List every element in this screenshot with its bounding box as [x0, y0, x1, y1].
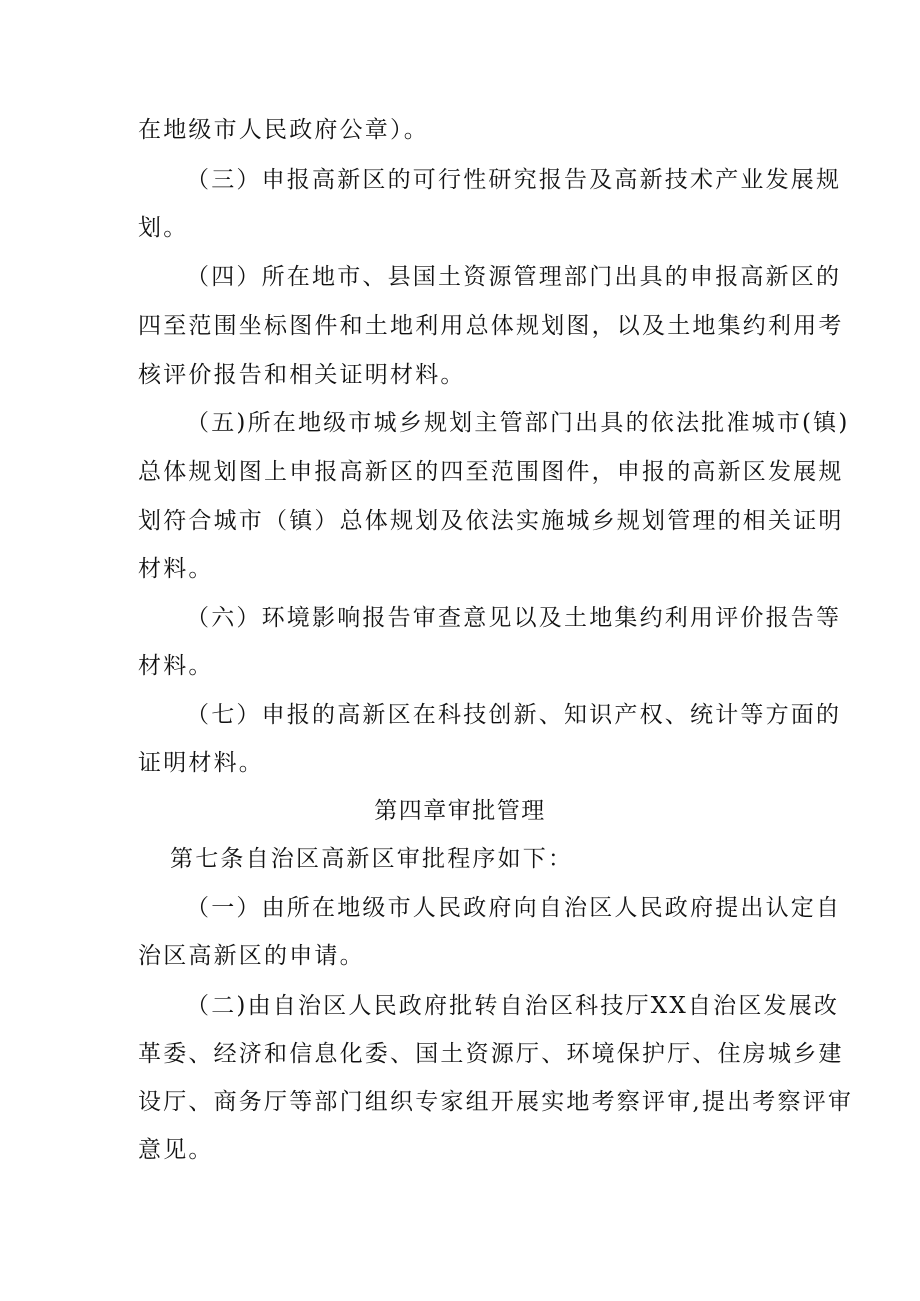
paragraph-item-4: （四）所在地市、县国土资源管理部门出具的申报高新区的 — [186, 264, 842, 290]
text-line: 总体规划图上申报高新区的四至范围图件，申报的高新区发展规 — [138, 459, 844, 485]
paragraph-item-3: （三）申报高新区的可行性研究报告及高新技术产业发展规 — [186, 167, 842, 193]
article-heading: 第七条自治区高新区审批程序如下： — [170, 846, 574, 872]
text-line: 治区高新区的申请。 — [138, 943, 365, 969]
text-line: 意见。 — [138, 1137, 214, 1163]
text-line: 划。 — [138, 215, 189, 241]
paragraph-item-6: （六）环境影响报告审查意见以及土地集约利用评价报告等 — [186, 605, 842, 631]
text-line: 在地级市人民政府公章）。 — [138, 117, 429, 143]
paragraph-item-2: （二)由自治区人民政府批转自治区科技厅XX自治区发展改 — [186, 993, 840, 1019]
chapter-heading: 第四章审批管理 — [374, 798, 546, 824]
text-line: 材料。 — [138, 653, 214, 679]
text-line: 革委、经济和信息化委、国土资源厅、环境保护厅、住房城乡建 — [138, 1041, 844, 1067]
text-line: 材料。 — [138, 556, 214, 582]
paragraph-item-7: （七）申报的高新区在科技创新、知识产权、统计等方面的 — [186, 702, 842, 728]
text-line: 四至范围坐标图件和土地利用总体规划图，以及土地集约利用考 — [138, 313, 844, 339]
text-line: 划符合城市（镇）总体规划及依法实施城乡规划管理的相关证明 — [138, 508, 844, 534]
paragraph-item-5: （五)所在地级市城乡规划主管部门出具的依法批准城市(镇) — [186, 410, 850, 436]
text-line: 设厅、商务厅等部门组织专家组开展实地考察评审,提出考察评审 — [138, 1089, 854, 1115]
paragraph-item-1: （一）由所在地级市人民政府向自治区人民政府提出认定自 — [186, 895, 842, 921]
text-line: 证明材料。 — [138, 750, 264, 776]
text-line: 核评价报告和相关证明材料。 — [138, 362, 466, 388]
